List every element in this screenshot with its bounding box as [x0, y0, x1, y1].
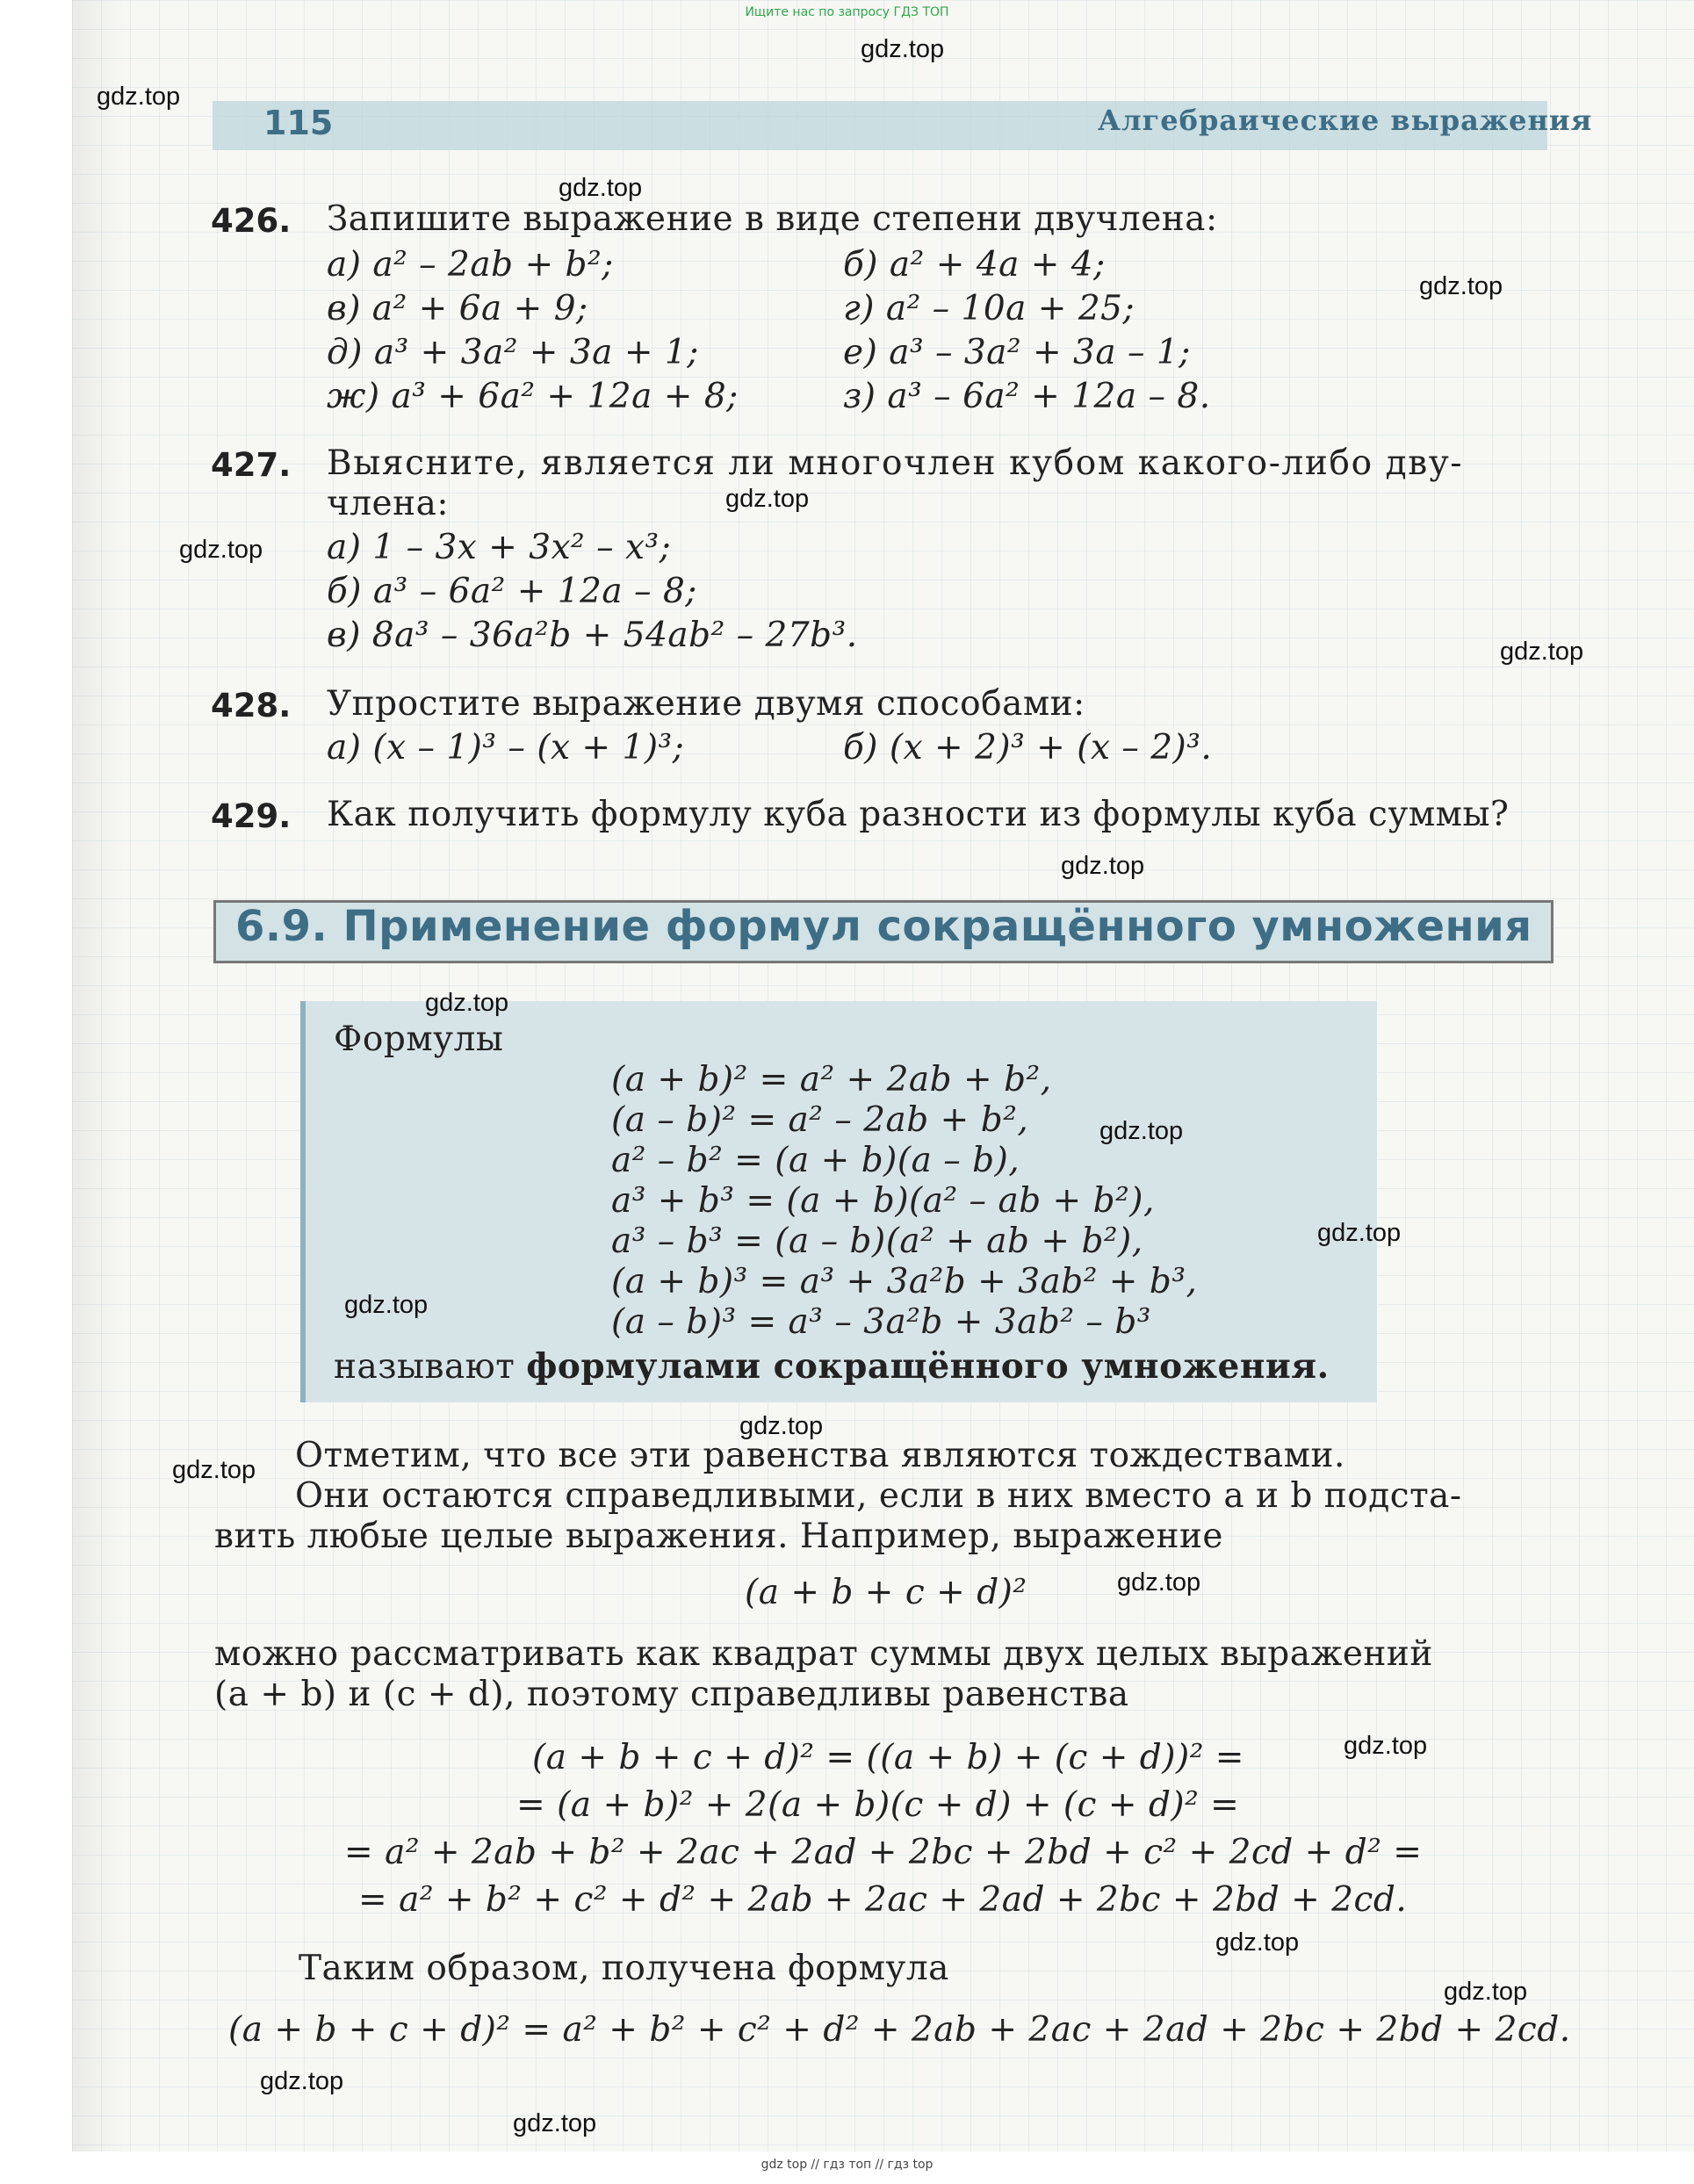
watermark: gdz.top	[1444, 1978, 1528, 2006]
watermark: gdz.top	[1061, 852, 1145, 880]
exercise-429-text: Как получить формулу куба разности из формулы куба суммы?	[327, 795, 1510, 834]
page-number: 115	[263, 104, 334, 142]
exercise-426-item-zh: ж) a³ + 6a² + 12a + 8;	[327, 377, 739, 416]
watermark: gdz.top	[1317, 1219, 1402, 1247]
exercise-427-item-b: б) a³ – 6a² + 12a – 8;	[327, 572, 697, 611]
exercise-426-item-e: е) a³ – 3a² + 3a – 1;	[843, 333, 1191, 372]
exercise-426-item-z: з) a³ – 6a² + 12a – 8.	[843, 377, 1211, 416]
exercise-428-number: 428.	[211, 687, 292, 724]
derivation-line-4: = a² + b² + c² + d² + 2ab + 2ac + 2ad + 2bc + 2bd + 2cd.	[358, 1880, 1408, 1920]
formula-box-closing-bold: формулами сокращённого умножения.	[526, 1346, 1330, 1387]
formula-box-closing	[334, 1345, 1330, 1388]
formula-box-heading: Формулы	[334, 1020, 504, 1059]
body-paragraph-1-line-3: вить любые целые выражения. Например, выражение	[214, 1517, 1224, 1556]
body-paragraph-2-line-2: (a + b) и (c + d), поэтому справедливы равенства	[214, 1675, 1129, 1714]
watermark: gdz.top	[97, 83, 181, 111]
watermark: gdz.top	[1500, 638, 1584, 666]
watermark: gdz.top	[1099, 1117, 1184, 1145]
exercise-426-item-a: а) a² – 2ab + b²;	[327, 245, 614, 285]
formula-box-closing-plain: называют	[334, 1347, 527, 1387]
exercise-427-item-v: в) 8a³ – 36a²b + 54ab² – 27b³.	[327, 616, 858, 655]
watermark: gdz.top	[739, 1412, 824, 1440]
derivation-line-2: = (a + b)² + 2(a + b)(c + d) + (c + d)² =	[516, 1785, 1240, 1825]
body-paragraph-1-line-1: Отметим, что все эти равенства являются тождествами.	[295, 1436, 1345, 1475]
formula-cube-sum: (a + b)³ = a³ + 3a²b + 3ab² + b³,	[611, 1262, 1198, 1301]
exercise-427-number: 427.	[211, 446, 292, 484]
exercise-426-item-d: д) a³ + 3a² + 3a + 1;	[327, 333, 699, 372]
formula-square-sum: (a + b)² = a² + 2ab + b²,	[611, 1060, 1052, 1099]
top-banner[interactable]: Ищите нас по запросу ГДЗ ТОП	[745, 5, 949, 19]
exercise-426-item-b: б) a² + 4a + 4;	[843, 245, 1106, 285]
exercise-427-line2: члена:	[327, 484, 450, 523]
chapter-title: Алгебраические выражения	[1098, 104, 1593, 137]
exercise-427-item-a: а) 1 – 3x + 3x² – x³;	[327, 528, 672, 567]
exercise-426-text: Запишите выражение в виде степени двучлена:	[327, 199, 1218, 239]
formula-sum-of-cubes: a³ + b³ = (a + b)(a² – ab + b²),	[611, 1181, 1155, 1221]
exercise-427-line1: Выясните, является ли многочлен кубом какого-либо дву-	[327, 443, 1464, 483]
exercise-426-number: 426.	[211, 202, 292, 240]
watermark: gdz.top	[513, 2109, 597, 2137]
body-paragraph-3: Таким образом, получена формула	[299, 1949, 949, 1988]
formula-cube-difference: (a – b)³ = a³ – 3a²b + 3ab² – b³	[611, 1302, 1151, 1342]
watermark: gdz.top	[260, 2067, 344, 2095]
example-expression: (a + b + c + d)²	[745, 1573, 1027, 1612]
exercise-426-item-v: в) a² + 6a + 9;	[327, 289, 588, 328]
exercise-426-item-g: г) a² – 10a + 25;	[843, 289, 1135, 328]
watermark: gdz.top	[861, 35, 945, 63]
exercise-428-item-a: а) (x – 1)³ – (x + 1)³;	[327, 728, 685, 768]
watermark: gdz.top	[559, 174, 643, 202]
body-paragraph-1-line-2: Они остаются справедливыми, если в них вместо a и b подста-	[295, 1476, 1462, 1516]
watermark: gdz.top	[172, 1456, 256, 1484]
watermark: gdz.top	[1419, 272, 1503, 300]
watermark: gdz.top	[344, 1291, 429, 1319]
watermark: gdz.top	[179, 536, 263, 564]
body-paragraph-2-line-1: можно рассматривать как квадрат суммы двух целых выражений	[214, 1634, 1433, 1674]
formula-difference-of-squares: a² – b² = (a + b)(a – b),	[611, 1141, 1020, 1180]
exercise-428-text: Упростите выражение двумя способами:	[327, 684, 1085, 724]
watermark: gdz.top	[1117, 1568, 1201, 1597]
formula-square-difference: (a – b)² = a² – 2ab + b²,	[611, 1100, 1029, 1140]
section-title: 6.9. Применение формул сокращённого умножения	[235, 902, 1532, 951]
watermark: gdz.top	[1215, 1928, 1300, 1957]
watermark: gdz.top	[425, 989, 509, 1017]
watermark: gdz.top	[1344, 1732, 1428, 1760]
final-formula: (a + b + c + d)² = a² + b² + c² + d² + 2ab + 2ac + 2ad + 2bc + 2bd + 2cd.	[228, 2010, 1571, 2050]
formula-difference-of-cubes: a³ – b³ = (a – b)(a² + ab + b²),	[611, 1222, 1143, 1261]
exercise-428-item-b: б) (x + 2)³ + (x – 2)³.	[843, 728, 1213, 768]
bottom-banner[interactable]: gdz top // гдз топ // гдз top	[760, 2158, 934, 2172]
exercise-429-number: 429.	[211, 797, 292, 835]
derivation-line-3: = a² + 2ab + b² + 2ac + 2ad + 2bc + 2bd + c² + 2cd + d² =	[344, 1833, 1423, 1872]
watermark: gdz.top	[725, 485, 810, 513]
derivation-line-1: (a + b + c + d)² = ((a + b) + (c + d))² =	[532, 1738, 1244, 1777]
